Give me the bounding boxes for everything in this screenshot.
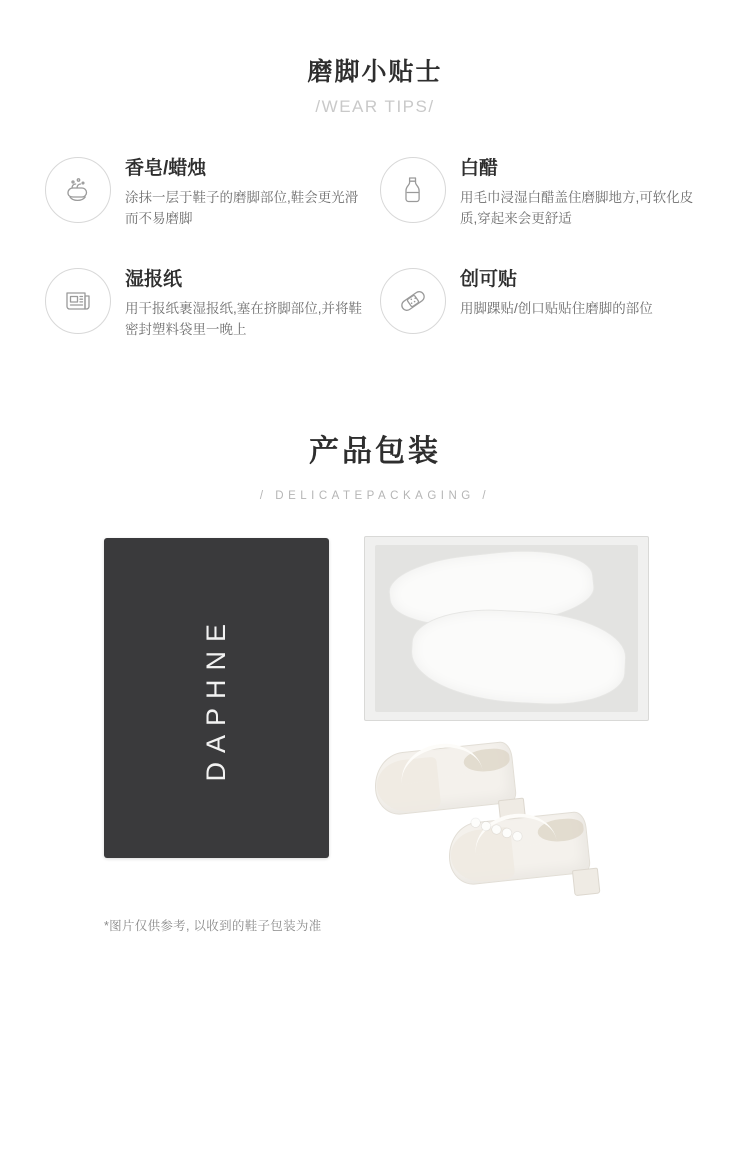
shoe-box-open-image — [364, 536, 649, 721]
bandage-icon — [380, 268, 446, 334]
wear-tips-title: 磨脚小贴士 — [307, 58, 443, 86]
tip-body — [125, 266, 365, 341]
tip-body — [460, 266, 653, 320]
packaging-header — [0, 426, 750, 502]
tip-desc: 用脚踝贴/创口贴贴住磨脚的部位 — [460, 300, 653, 316]
tip-desc: 用干报纸裹湿报纸,塞在挤脚部位,并将鞋密封塑料袋里一晚上 — [125, 300, 363, 337]
newspaper-icon — [45, 268, 111, 334]
tip-item-newspaper — [45, 266, 370, 341]
tip-item-soap-candle — [45, 155, 370, 230]
packaging-images — [0, 524, 750, 954]
tip-desc: 涂抹一层于鞋子的磨脚部位,鞋会更光滑而不易磨脚 — [125, 189, 359, 226]
soap-candle-icon — [45, 157, 111, 223]
vinegar-bottle-icon — [380, 157, 446, 223]
wear-tips-subtitle: /WEAR TIPS/ — [315, 97, 435, 116]
wear-tips-header — [0, 0, 750, 117]
tip-name: 创可贴 — [460, 268, 518, 290]
shoes-pair-image — [352, 729, 652, 949]
box-brand-logo — [104, 538, 329, 858]
tip-name: 香皂/蜡烛 — [125, 158, 207, 179]
shoe-heel — [572, 868, 601, 897]
shoe-right — [444, 792, 608, 900]
brand-text: DAPHNE — [201, 615, 231, 782]
tip-item-bandage — [380, 266, 705, 341]
shoe-box-closed-image — [104, 538, 329, 858]
tip-desc: 用毛巾浸湿白醋盖住磨脚地方,可软化皮质,穿起来会更舒适 — [460, 189, 694, 226]
tip-item-vinegar — [380, 155, 705, 230]
tip-body — [125, 155, 365, 230]
wear-tips-grid — [45, 155, 705, 340]
tip-body — [460, 155, 700, 230]
packaging-subtitle: / DELICATEPACKAGING / — [259, 490, 491, 503]
packaging-title: 产品包装 — [309, 435, 441, 469]
packaging-disclaimer: *图片仅供参考, 以收到的鞋子包装为准 — [104, 919, 322, 934]
tip-name: 湿报纸 — [125, 268, 183, 290]
tip-name: 白醋 — [460, 158, 499, 179]
